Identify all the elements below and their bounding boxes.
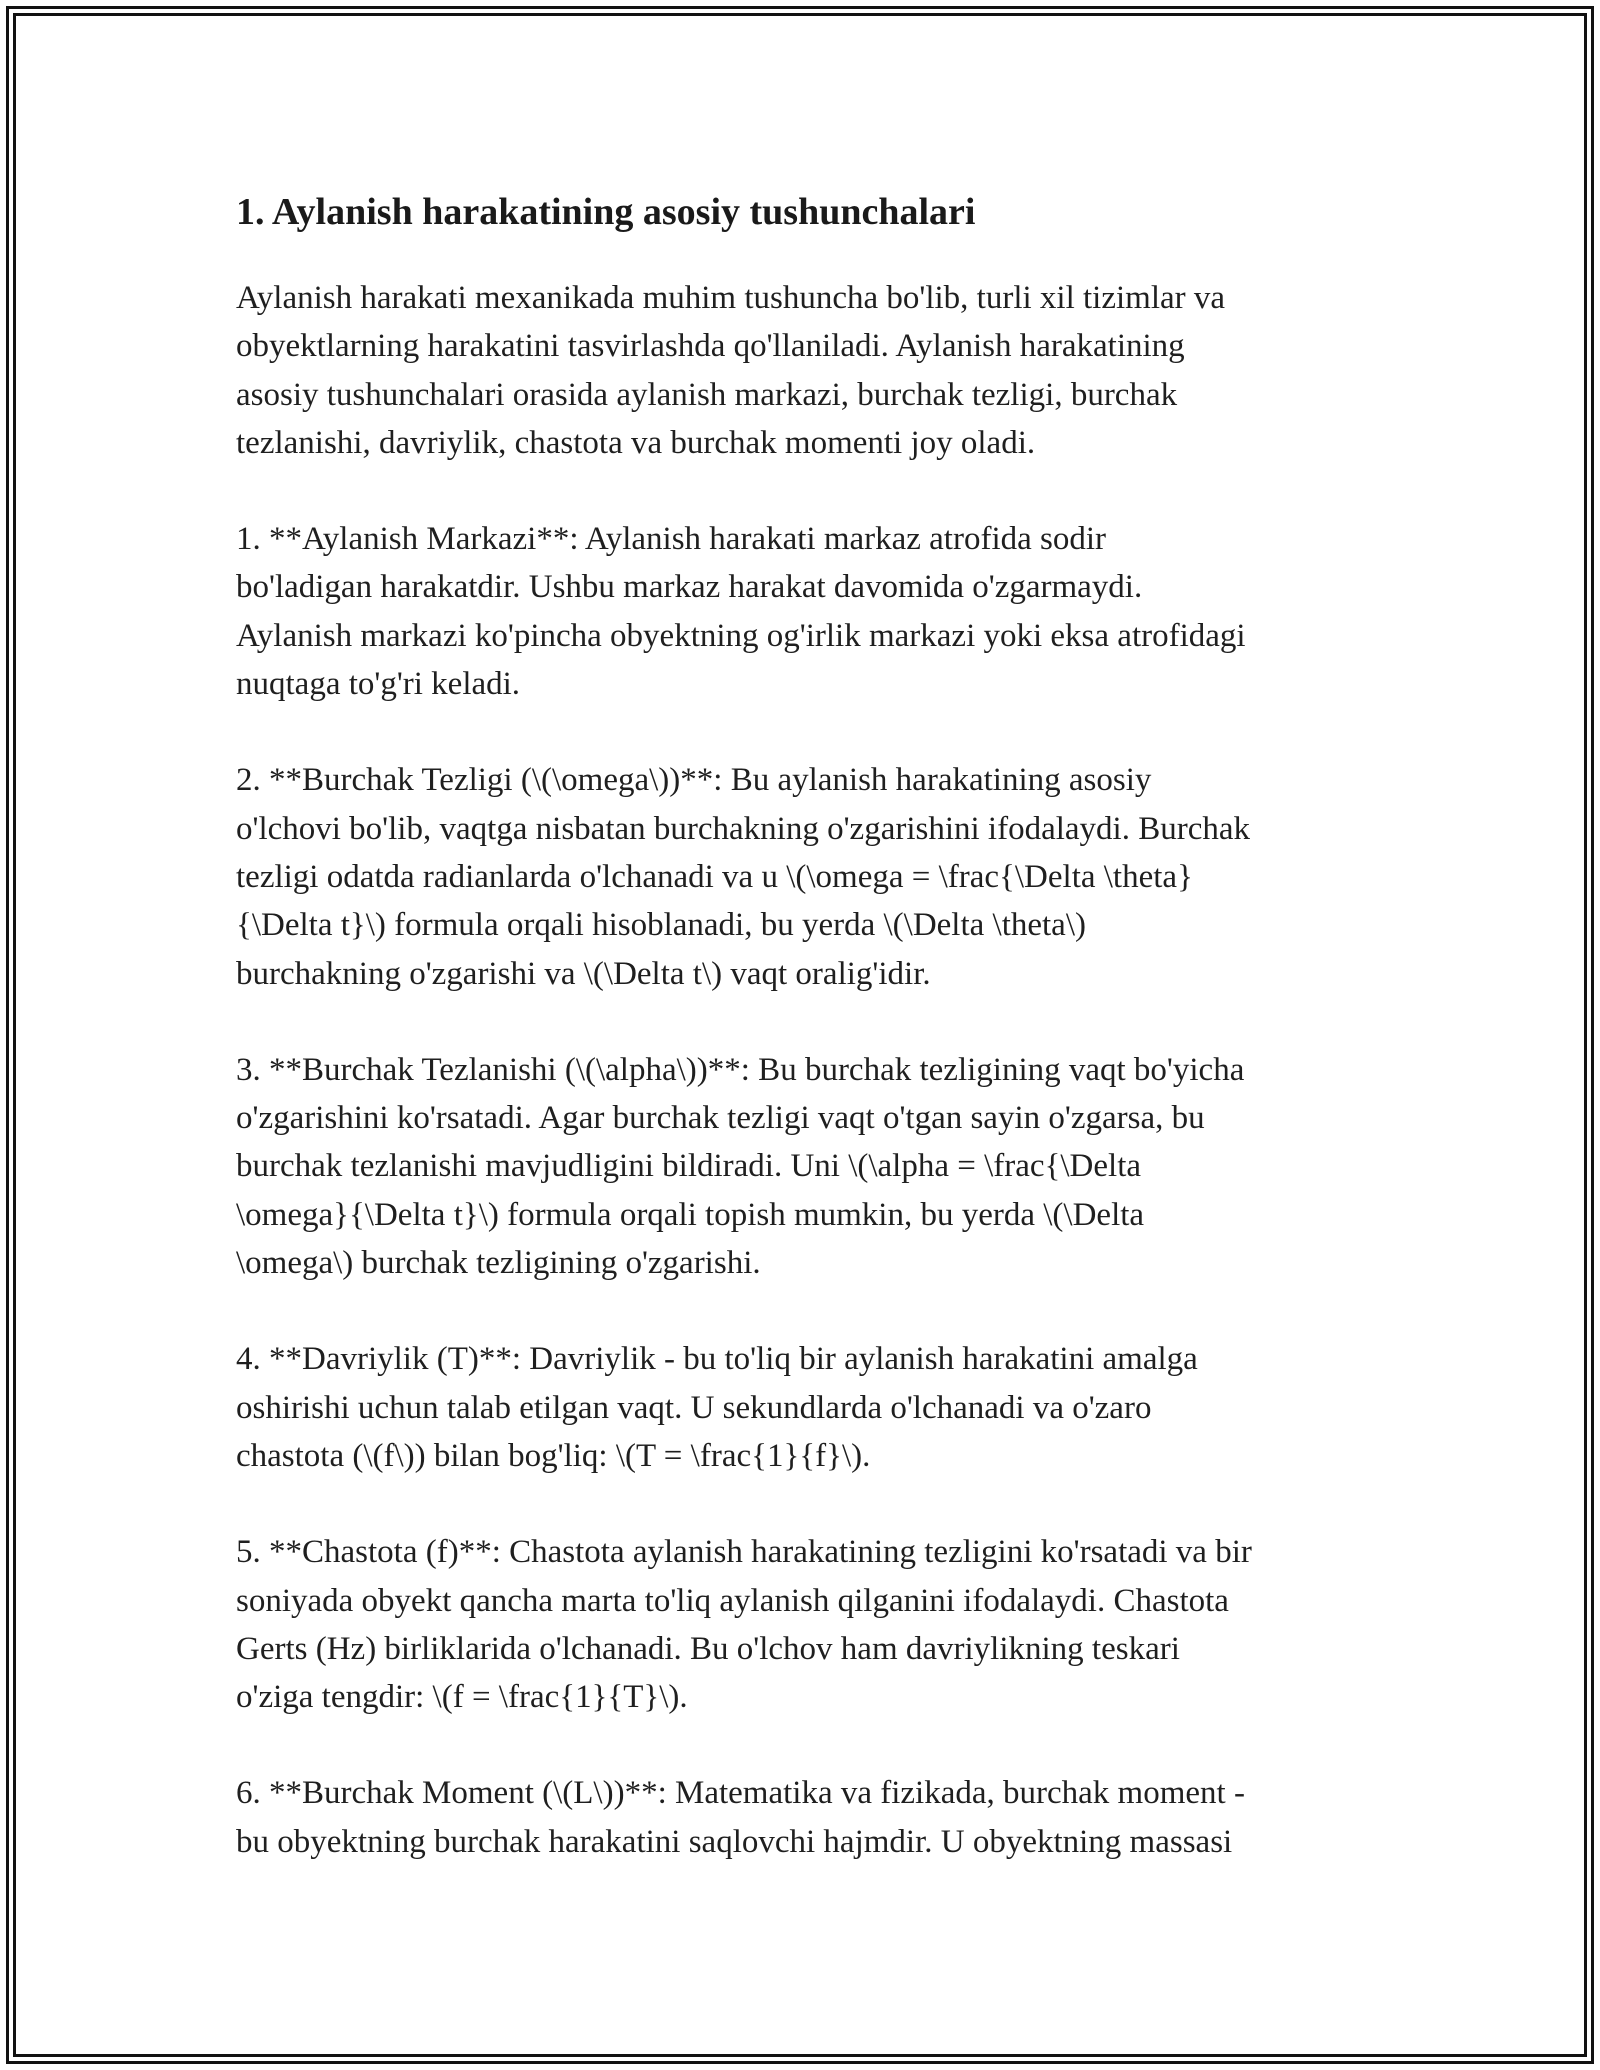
- document-page: [236, 184, 1364, 1914]
- paragraph-burchak-moment: 6. **Burchak Moment (\(L\))**: Matematika va fizikada, burchak moment - bu obyektning burchak harakatini saqlovchi hajmdir. U obyektning massasi: [236, 1775, 1245, 1860]
- section-heading: 1. Aylanish harakatining asosiy tushunchalari: [236, 191, 976, 233]
- paragraph-aylanish-markazi: 1. **Aylanish Markazi**: Aylanish harakati markaz atrofida sodir bo'ladigan harakatdir. Ushbu markaz harakat davomida o'zgarmaydi. Aylanish markazi ko'pincha obyektning og'irlik markazi yoki eksa atrofidagi nuqtaga to'g'ri keladi.: [236, 521, 1246, 703]
- paragraph-davriylik: 4. **Davriylik (T)**: Davriylik - bu to'liq bir aylanish harakatini amalga oshirishi uchun talab etilgan vaqt. U sekundlarda o'lchanadi va o'zaro chastota (\(f\)) bilan bog'liq: \(T = \frac{1}{f}\).: [236, 1341, 1198, 1474]
- paragraph-chastota: 5. **Chastota (f)**: Chastota aylanish harakatining tezligini ko'rsatadi va bir soniyada obyekt qancha marta to'liq aylanish qilganini ifodalaydi. Chastota Gerts (Hz) birliklarida o'lchanadi. Bu o'lchov ham davriylikning teskari o'ziga tengdir: \(f = \frac{1}{T}\).: [236, 1534, 1252, 1716]
- intro-paragraph: Aylanish harakati mexanikada muhim tushuncha bo'lib, turli xil tizimlar va obyektlarning harakatini tasvirlashda qo'llaniladi. Aylanish harakatining asosiy tushunchalari orasida aylanish markazi, burchak tezligi, burchak tezlanishi, davriylik, chastota va burchak momenti joy oladi.: [236, 280, 1226, 461]
- paragraph-burchak-tezligi: 2. **Burchak Tezligi (\(\omega\))**: Bu aylanish harakatining asosiy o'lchovi bo'lib, vaqtga nisbatan burchakning o'zgarishini ifodalaydi. Burchak tezligi odatda radianlarda o'lchanadi va u \(\omega = \frac{\Delta \theta} {\Delta t}\) formula orqali hisoblanadi, bu yerda \(\Delta \theta\) burchakning o'zgarishi va \(\Delta t\) vaqt oralig'idir.: [236, 762, 1251, 992]
- paragraph-burchak-tezlanishi: 3. **Burchak Tezlanishi (\(\alpha\))**: Bu burchak tezligining vaqt bo'yicha o'zgarishini ko'rsatadi. Agar burchak tezligi vaqt o'tgan sayin o'zgarsa, bu burchak tezlanishi mavjudligini bildiradi. Uni \(\alpha = \frac{\Delta \omega}{\Delta t}\) formula orqali topish mumkin, bu yerda \(\Delta \omega\) burchak tezligining o'zgarishi.: [236, 1051, 1245, 1282]
